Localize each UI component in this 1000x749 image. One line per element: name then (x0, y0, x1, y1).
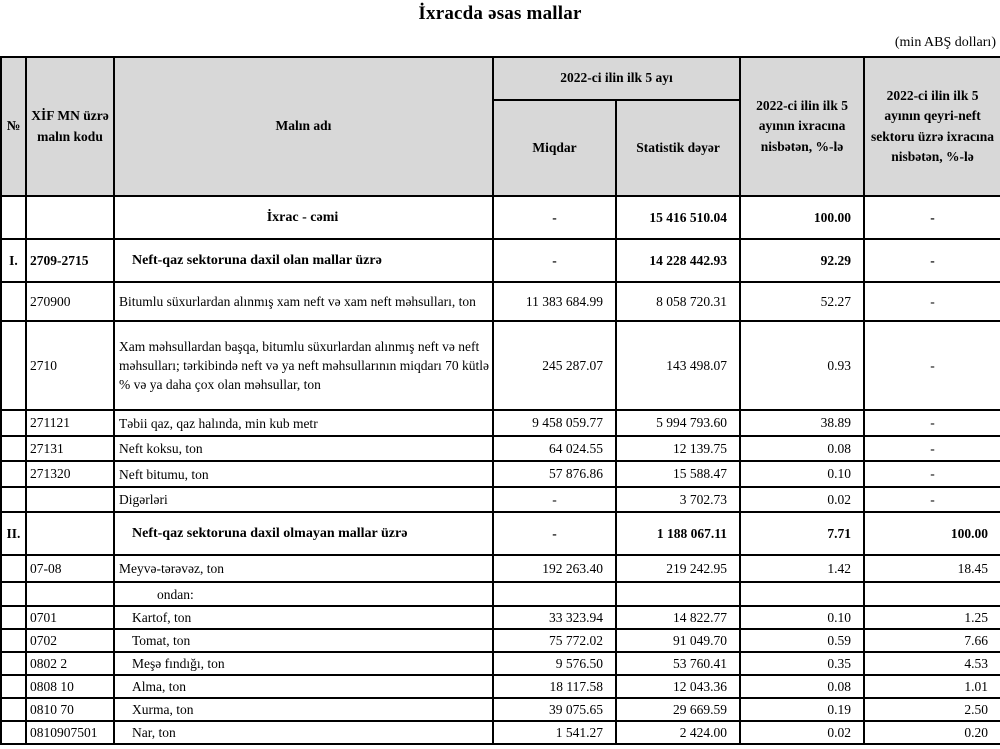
table-row (1, 410, 1000, 436)
row-code (26, 512, 114, 555)
table-row (1, 321, 1000, 410)
row-share-nonoil: - (864, 196, 1000, 239)
row-share-total: 0.02 (740, 721, 864, 744)
table-row (1, 582, 1000, 606)
row-no (1, 606, 26, 629)
row-stat-value: 219 242.95 (616, 555, 740, 582)
row-quantity: 1 541.27 (493, 721, 616, 744)
row-name: Bitumlu süxurlardan alınmış xam neft və xam neft məhsulları, ton (114, 282, 493, 321)
row-name: ondan: (114, 582, 493, 606)
row-name: Təbii qaz, qaz halında, min kub metr (114, 410, 493, 436)
row-share-nonoil: 18.45 (864, 555, 1000, 582)
row-name: Kartof, ton (114, 606, 493, 629)
row-share-nonoil: - (864, 410, 1000, 436)
row-share-nonoil: 7.66 (864, 629, 1000, 652)
row-share-nonoil: - (864, 321, 1000, 410)
col-header-share-total: 2022-ci ilin ilk 5 ayının ixracına nisbətən, %-lə (740, 57, 864, 196)
table-row (1, 282, 1000, 321)
row-name: Tomat, ton (114, 629, 493, 652)
row-name: Neft bitumu, ton (114, 461, 493, 487)
row-quantity: - (493, 487, 616, 512)
row-stat-value: 12 043.36 (616, 675, 740, 698)
row-name: İxrac - cəmi (114, 196, 493, 239)
row-no (1, 652, 26, 675)
row-share-total: 0.19 (740, 698, 864, 721)
row-no (1, 321, 26, 410)
row-share-nonoil: - (864, 239, 1000, 282)
row-no (1, 582, 26, 606)
row-code: 2709-2715 (26, 239, 114, 282)
row-share-total: 1.42 (740, 555, 864, 582)
row-name: Xurma, ton (114, 698, 493, 721)
row-code (26, 582, 114, 606)
row-quantity: 192 263.40 (493, 555, 616, 582)
row-no (1, 461, 26, 487)
row-share-total: 52.27 (740, 282, 864, 321)
row-share-nonoil: - (864, 282, 1000, 321)
col-header-stat-value: Statistik dəyər (616, 100, 740, 196)
table-row (1, 555, 1000, 582)
row-no (1, 721, 26, 744)
table-row (1, 675, 1000, 698)
row-stat-value: 15 588.47 (616, 461, 740, 487)
row-stat-value: 29 669.59 (616, 698, 740, 721)
row-stat-value: 1 188 067.11 (616, 512, 740, 555)
row-quantity: 64 024.55 (493, 436, 616, 461)
row-share-total: 0.10 (740, 461, 864, 487)
row-code: 07-08 (26, 555, 114, 582)
row-name: Meyvə-tərəvəz, ton (114, 555, 493, 582)
row-code: 0810 70 (26, 698, 114, 721)
col-header-name: Malın adı (114, 57, 493, 196)
row-share-nonoil: - (864, 461, 1000, 487)
row-code (26, 196, 114, 239)
row-code: 2710 (26, 321, 114, 410)
row-name: Neft koksu, ton (114, 436, 493, 461)
row-share-total: 0.35 (740, 652, 864, 675)
unit-note: (min ABŞ dolları) (894, 35, 996, 50)
table-body (1, 196, 1000, 744)
row-no (1, 487, 26, 512)
row-no (1, 675, 26, 698)
row-code: 271121 (26, 410, 114, 436)
row-no: I. (1, 239, 26, 282)
row-share-total: 0.93 (740, 321, 864, 410)
row-no (1, 410, 26, 436)
row-quantity: 18 117.58 (493, 675, 616, 698)
exports-table (0, 56, 1000, 745)
row-share-nonoil: 1.01 (864, 675, 1000, 698)
row-code: 0802 2 (26, 652, 114, 675)
row-share-total: 0.08 (740, 675, 864, 698)
row-code: 0702 (26, 629, 114, 652)
row-share-total: 92.29 (740, 239, 864, 282)
row-code: 270900 (26, 282, 114, 321)
row-code: 271320 (26, 461, 114, 487)
table-row (1, 698, 1000, 721)
row-stat-value: 91 049.70 (616, 629, 740, 652)
row-share-nonoil: - (864, 487, 1000, 512)
row-no: II. (1, 512, 26, 555)
table-row (1, 629, 1000, 652)
row-stat-value: 15 416 510.04 (616, 196, 740, 239)
table-row (1, 652, 1000, 675)
row-share-nonoil: 2.50 (864, 698, 1000, 721)
row-no (1, 436, 26, 461)
table-row (1, 196, 1000, 239)
col-header-period-group: 2022-ci ilin ilk 5 ayı (493, 57, 740, 100)
row-share-total: 7.71 (740, 512, 864, 555)
row-code: 0810907501 (26, 721, 114, 744)
table-row (1, 487, 1000, 512)
row-name: Meşə fındığı, ton (114, 652, 493, 675)
row-share-nonoil: 0.20 (864, 721, 1000, 744)
row-name: Nar, ton (114, 721, 493, 744)
row-stat-value: 14 822.77 (616, 606, 740, 629)
row-name: Xam məhsullardan başqa, bitumlu süxurlardan alınmış neft və neft məhsulları; tərkibində neft və ya neft məhsullarının miqdarı 70 kütlə % və ya daha çox olan məhsullar, ton (114, 321, 493, 410)
row-share-total: 0.02 (740, 487, 864, 512)
row-stat-value: 8 058 720.31 (616, 282, 740, 321)
row-no (1, 282, 26, 321)
col-header-share-nonoil: 2022-ci ilin ilk 5 ayının qeyri-neft sektoru üzrə ixracına nisbətən, %-lə (864, 57, 1000, 196)
row-quantity: 33 323.94 (493, 606, 616, 629)
table-row (1, 436, 1000, 461)
table-row (1, 461, 1000, 487)
row-stat-value: 3 702.73 (616, 487, 740, 512)
row-no (1, 698, 26, 721)
row-stat-value: 5 994 793.60 (616, 410, 740, 436)
row-share-total: 0.59 (740, 629, 864, 652)
row-stat-value: 2 424.00 (616, 721, 740, 744)
row-share-nonoil: 4.53 (864, 652, 1000, 675)
row-code: 0808 10 (26, 675, 114, 698)
row-share-total: 100.00 (740, 196, 864, 239)
row-stat-value: 143 498.07 (616, 321, 740, 410)
row-share-total: 0.08 (740, 436, 864, 461)
col-header-no: № (1, 57, 26, 196)
row-share-nonoil: - (864, 436, 1000, 461)
row-quantity: 9 576.50 (493, 652, 616, 675)
row-stat-value (616, 582, 740, 606)
row-share-nonoil: 100.00 (864, 512, 1000, 555)
row-share-total: 38.89 (740, 410, 864, 436)
row-quantity: 11 383 684.99 (493, 282, 616, 321)
row-share-nonoil: 1.25 (864, 606, 1000, 629)
row-stat-value: 12 139.75 (616, 436, 740, 461)
row-share-nonoil (864, 582, 1000, 606)
row-name: Neft-qaz sektoruna daxil olmayan mallar üzrə (114, 512, 493, 555)
row-quantity: - (493, 512, 616, 555)
row-quantity: 57 876.86 (493, 461, 616, 487)
table-header (1, 57, 1000, 196)
table-row (1, 512, 1000, 555)
row-name: Neft-qaz sektoruna daxil olan mallar üzrə (114, 239, 493, 282)
table-row (1, 721, 1000, 744)
row-stat-value: 14 228 442.93 (616, 239, 740, 282)
row-quantity: - (493, 239, 616, 282)
row-no (1, 629, 26, 652)
table-row (1, 239, 1000, 282)
row-no (1, 196, 26, 239)
row-stat-value: 53 760.41 (616, 652, 740, 675)
row-name: Digərləri (114, 487, 493, 512)
row-quantity (493, 582, 616, 606)
row-no (1, 555, 26, 582)
row-code: 0701 (26, 606, 114, 629)
col-header-code: XİF MN üzrə malın kodu (26, 57, 114, 196)
row-name: Alma, ton (114, 675, 493, 698)
col-header-quantity: Miqdar (493, 100, 616, 196)
row-quantity: 39 075.65 (493, 698, 616, 721)
row-code (26, 487, 114, 512)
row-code: 27131 (26, 436, 114, 461)
page-title: İxracda əsas mallar (418, 3, 582, 24)
row-quantity: 245 287.07 (493, 321, 616, 410)
row-share-total: 0.10 (740, 606, 864, 629)
row-quantity: 9 458 059.77 (493, 410, 616, 436)
row-quantity: 75 772.02 (493, 629, 616, 652)
row-quantity: - (493, 196, 616, 239)
table-row (1, 606, 1000, 629)
row-share-total (740, 582, 864, 606)
